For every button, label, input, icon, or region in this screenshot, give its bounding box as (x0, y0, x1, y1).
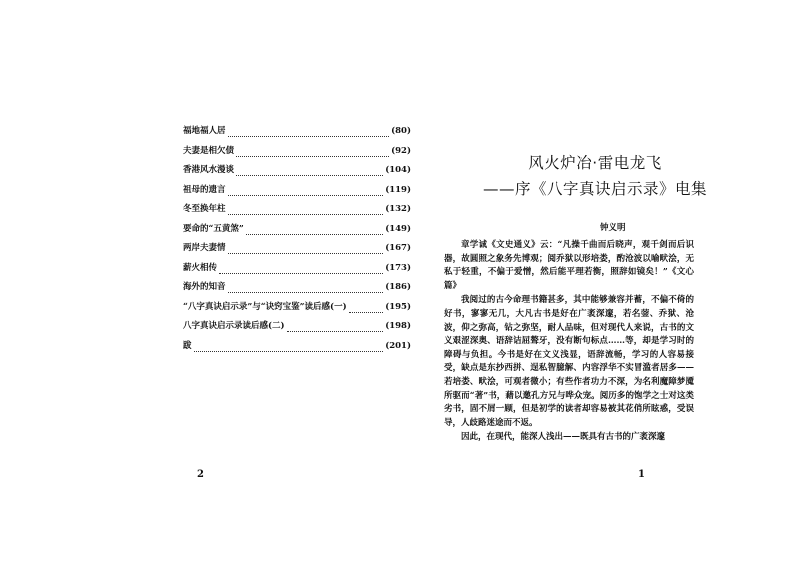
toc-entry (183, 161, 411, 181)
toc-leader-dots (228, 126, 390, 137)
toc-leader-dots (228, 243, 384, 254)
toc-entry-title: 香港风水漫谈 (183, 165, 235, 175)
toc-entry-title: 八字真诀启示录读后感(二) (183, 321, 285, 331)
toc-entry-page: (186) (385, 282, 411, 292)
preface-paragraph: 章学诚《文史通义》云：“凡操千曲而后晓声，观千剑而后识器，故圆照之象务先博观；阅乔狱以形培娄，酌沧波以喻畎浍，无私于轻重，不偏于爱憎，然后能平理若衡，照辞如镜矣！”《文心篇》 (444, 240, 694, 291)
toc-entry (183, 278, 411, 298)
toc-entry-title: 两岸夫妻情 (183, 243, 226, 253)
toc-entry (183, 317, 411, 337)
toc-entry-page: (149) (385, 223, 411, 234)
toc-entry (183, 239, 411, 259)
preface-body (444, 239, 694, 445)
toc-entry-title: 跋 (183, 340, 192, 351)
toc-entry-page: (198) (385, 321, 411, 331)
preface-author: 钟义明 (600, 223, 626, 233)
toc-entry-page: (195) (385, 301, 411, 312)
toc-leader-dots (228, 282, 384, 293)
toc-entry-title: 祖母的遗言 (183, 184, 226, 195)
table-of-contents (183, 122, 411, 356)
toc-entry-title: 要命的“五黄煞” (183, 223, 244, 234)
toc-entry (183, 259, 411, 279)
preface-paragraph: 我阅过的古今命理书籍甚多，其中能够兼容并蓄，不偏不倚的好书，寥寥无几，大凡古书是好在广袤深邃，若名蓥、乔狱、沧波，仰之弥高，钻之弥坚，耐人品味，但对现代人来说，古书的文义艰涩深奥、语辞诘屈聱牙，没有断句标点……等，却是学习时的障碍与负担。今书是好在文义浅显，语辞流畅，学习的人容易接受，缺点是东抄西拼、逞私智臆解、内容浮华不实冒滥者居多——若培娄、畎浍，可观者微小；有些作者功力不深，为名利魔障梦魇所驱而“著”书，藉以邀孔方兄与哗众宠。阅历多的饱学之士对这类劣书，固不屑一顾，但是初学的读者却容易被其花俏所眩惑，受误导，人歧路迷途而不返。 (444, 295, 694, 428)
toc-leader-dots (236, 165, 383, 176)
toc-leader-dots (194, 341, 384, 352)
toc-entry-title: 薪火相传 (183, 262, 218, 273)
toc-entry (183, 337, 411, 357)
toc-entry-page: (104) (385, 165, 411, 175)
toc-entry-title: 福地福人居 (183, 126, 226, 136)
toc-entry-page: (167) (385, 243, 411, 253)
toc-leader-dots (246, 224, 383, 235)
toc-leader-dots (228, 204, 384, 215)
toc-entry-title: 海外的知音 (183, 282, 226, 292)
toc-entry-page: (173) (385, 262, 411, 273)
toc-entry (183, 122, 411, 142)
toc-entry (183, 298, 411, 318)
toc-entry (183, 181, 411, 201)
toc-entry-title: “八字真诀启示录”与“诀窍宝鉴”读后感(一) (183, 301, 347, 312)
toc-entry-page: (92) (391, 145, 411, 156)
right-page-number: 1 (638, 469, 645, 480)
toc-entry-page: (201) (385, 340, 411, 351)
toc-entry-page: (80) (391, 126, 411, 136)
left-page-number: 2 (197, 469, 204, 480)
page-gutter (396, 95, 397, 495)
preface-paragraph: 因此，在现代，能深人浅出——既具有古书的广袤深邃 (461, 432, 666, 443)
toc-entry-page: (132) (385, 204, 411, 214)
toc-entry (183, 142, 411, 162)
toc-entry-title: 夫妻是相欠债 (183, 145, 235, 156)
toc-leader-dots (236, 146, 389, 157)
preface-title-line1: 风火炉冶·雷电龙飞 (528, 154, 662, 172)
toc-entry-title: 冬至换年柱 (183, 204, 226, 214)
toc-entry-page: (119) (385, 184, 411, 195)
toc-leader-dots (349, 302, 384, 313)
toc-leader-dots (228, 185, 384, 196)
toc-entry (183, 220, 411, 240)
toc-leader-dots (287, 321, 384, 332)
toc-leader-dots (219, 263, 383, 274)
toc-entry (183, 200, 411, 220)
preface-title-line2: ——序《八字真诀启示录》电集 (482, 180, 707, 198)
